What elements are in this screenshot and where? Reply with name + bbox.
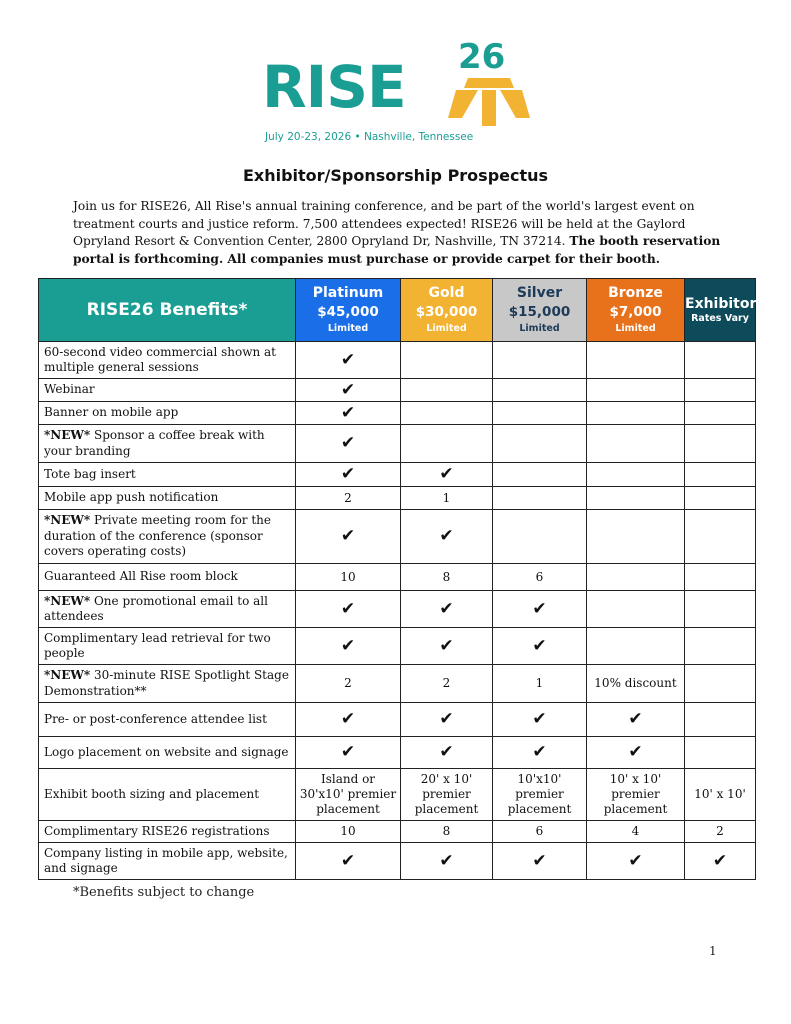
- intro-bold-notice: The booth reservation portal is forthcoming. All companies must purchase or provide carpet for their booth.: [73, 234, 721, 266]
- page-number: 1: [709, 944, 717, 958]
- checkmark-icon: ✔: [439, 635, 454, 656]
- benefit-label: [39, 591, 296, 628]
- checkmark-icon: ✔: [628, 709, 643, 729]
- tier-value-cell: [296, 665, 401, 703]
- checkmark-icon: ✔: [340, 379, 356, 400]
- tier-limit: Limited: [327, 323, 369, 334]
- table-row: [39, 487, 756, 510]
- benefit-text: Exhibit booth sizing and placement: [44, 786, 260, 801]
- tier-name: Bronze: [608, 285, 663, 301]
- tier-value-cell: [493, 402, 587, 425]
- tier-exhibitor: [685, 279, 756, 342]
- checkmark-icon: ✔: [340, 742, 356, 762]
- tier-value-cell: [587, 769, 685, 821]
- benefits-table-body: [39, 342, 756, 880]
- benefit-text: 30-minute RISE Spotlight Stage Demonstration**: [44, 668, 289, 698]
- table-header-row: [39, 279, 756, 342]
- benefits-table: [38, 278, 756, 880]
- tier-value-cell: [493, 769, 587, 821]
- tier-value-cell: [296, 737, 401, 769]
- tier-value-cell: [296, 425, 401, 463]
- benefit-text: Pre- or post-conference attendee list: [44, 711, 267, 726]
- tier-value-cell: [493, 342, 587, 379]
- intro-text: Join us for RISE26, All Rise's annual training conference, and be part of the world's largest event on treatment courts and justice reform. 7,500 attendees expected! RISE26 will be held at the Gaylord Opryland Resort & Convention Center, 2800 Opryland Dr, Nashville, TN 37214.: [73, 199, 695, 248]
- benefit-label: [39, 665, 296, 703]
- tier-value: 10: [340, 824, 356, 838]
- tier-value-cell: [685, 628, 756, 665]
- tier-value-cell: [493, 425, 587, 463]
- checkmark-icon: ✔: [340, 709, 356, 729]
- new-badge: *NEW*: [44, 513, 91, 528]
- tier-value-cell: [587, 843, 685, 880]
- tier-value-cell: [296, 628, 401, 665]
- tier-value-cell: [296, 591, 401, 628]
- tier-name: Silver: [516, 285, 563, 301]
- benefit-text: Mobile app push notification: [44, 490, 219, 505]
- tier-value-cell: [493, 703, 587, 737]
- benefit-label: [39, 342, 296, 379]
- tier-value-cell: [493, 564, 587, 591]
- tier-limit: Rates Vary: [691, 312, 749, 324]
- tier-value-cell: [685, 703, 756, 737]
- tier-value-cell: [587, 591, 685, 628]
- table-row: [39, 463, 756, 487]
- tier-value-cell: [685, 463, 756, 487]
- table-row: [39, 564, 756, 591]
- table-row: [39, 591, 756, 628]
- tier-value-cell: [296, 402, 401, 425]
- checkmark-icon: ✔: [340, 635, 356, 656]
- tier-value-cell: [587, 463, 685, 487]
- benefit-label: [39, 510, 296, 564]
- checkmark-icon: ✔: [340, 433, 356, 453]
- tier-value-cell: [493, 591, 587, 628]
- tier-value-cell: [685, 769, 756, 821]
- benefit-text: Complimentary RISE26 registrations: [44, 823, 270, 838]
- benefit-text: Complimentary lead retrieval for two people: [44, 630, 271, 660]
- tier-silver: [493, 279, 587, 342]
- footnote: *Benefits subject to change: [73, 885, 255, 900]
- checkmark-icon: ✔: [340, 850, 356, 871]
- logo-tagline: July 20-23, 2026 • Nashville, Tennessee: [265, 131, 474, 143]
- tier-bronze: [587, 279, 685, 342]
- tier-value-cell: [401, 843, 493, 880]
- tier-price: $15,000: [508, 304, 571, 320]
- checkmark-icon: ✔: [532, 742, 547, 762]
- tier-value-cell: [296, 510, 401, 564]
- logo-gavel-mark-icon: [448, 78, 530, 126]
- checkmark-icon: ✔: [532, 850, 547, 871]
- tier-value-cell: [587, 628, 685, 665]
- benefit-text: 60-second video commercial shown at multiple general sessions: [44, 344, 277, 374]
- tier-value-cell: [401, 487, 493, 510]
- tier-value-cell: [493, 510, 587, 564]
- tier-limit: Limited: [519, 323, 560, 334]
- tier-value-cell: [401, 821, 493, 843]
- benefit-label: [39, 628, 296, 665]
- checkmark-icon: ✔: [628, 742, 643, 762]
- tier-value-cell: [296, 703, 401, 737]
- tier-value: Island or 30'x10' premier placement: [299, 772, 397, 816]
- checkmark-icon: ✔: [439, 526, 454, 546]
- checkmark-icon: ✔: [712, 850, 728, 871]
- table-row: [39, 402, 756, 425]
- tier-value-cell: [685, 510, 756, 564]
- tier-value-cell: [401, 402, 493, 425]
- tier-value-cell: [587, 487, 685, 510]
- tier-value: 10% discount: [594, 676, 677, 690]
- checkmark-icon: ✔: [340, 402, 356, 423]
- tier-value-cell: [401, 379, 493, 402]
- tier-value-cell: [493, 463, 587, 487]
- tier-value: 4: [631, 824, 640, 838]
- tier-value-cell: [685, 665, 756, 703]
- tier-value: 8: [442, 569, 451, 584]
- tier-value-cell: [296, 379, 401, 402]
- tier-value-cell: [401, 510, 493, 564]
- table-row: [39, 379, 756, 402]
- checkmark-icon: ✔: [439, 742, 454, 762]
- benefit-label: [39, 487, 296, 510]
- tier-gold: [401, 279, 493, 342]
- benefit-label: [39, 821, 296, 843]
- tier-value-cell: [401, 737, 493, 769]
- tier-value-cell: [493, 821, 587, 843]
- tier-limit: Limited: [615, 323, 656, 334]
- tier-platinum: [296, 279, 401, 342]
- benefit-text: Banner on mobile app: [44, 405, 179, 420]
- tier-value: 6: [535, 569, 544, 584]
- checkmark-icon: ✔: [532, 635, 547, 656]
- benefit-label: [39, 463, 296, 487]
- tier-value-cell: [587, 737, 685, 769]
- benefit-text: Tote bag insert: [44, 466, 136, 481]
- tier-value: 10'x10' premier placement: [507, 772, 572, 816]
- rise26-logo: [262, 37, 530, 148]
- checkmark-icon: ✔: [340, 526, 356, 546]
- table-row: [39, 843, 756, 880]
- tier-value-cell: [296, 821, 401, 843]
- tier-value-cell: [587, 342, 685, 379]
- tier-name: Exhibitor: [685, 295, 757, 312]
- tier-value: 20' x 10' premier placement: [414, 772, 479, 816]
- benefit-text: Logo placement on website and signage: [44, 744, 289, 759]
- benefit-text: Private meeting room for the duration of the conference (sponsor covers operating costs): [44, 513, 272, 559]
- tier-value-cell: [401, 425, 493, 463]
- tier-value-cell: [587, 425, 685, 463]
- checkmark-icon: ✔: [340, 598, 356, 619]
- tier-value: 10' x 10' premier placement: [603, 772, 668, 816]
- benefit-label: [39, 402, 296, 425]
- tier-price: $45,000: [317, 304, 379, 320]
- tier-value-cell: [587, 402, 685, 425]
- benefit-label: [39, 564, 296, 591]
- tier-value-cell: [493, 628, 587, 665]
- new-badge: *NEW*: [44, 593, 91, 608]
- checkmark-icon: ✔: [439, 598, 454, 619]
- table-row: [39, 821, 756, 843]
- tier-value: 10' x 10': [694, 787, 746, 801]
- benefit-label: [39, 703, 296, 737]
- checkmark-icon: ✔: [439, 850, 454, 871]
- tier-value-cell: [296, 564, 401, 591]
- table-row: [39, 737, 756, 769]
- checkmark-icon: ✔: [532, 709, 547, 729]
- tier-price: $30,000: [415, 304, 478, 320]
- tier-value-cell: [296, 487, 401, 510]
- tier-value-cell: [296, 463, 401, 487]
- tier-value-cell: [401, 342, 493, 379]
- tier-value-cell: [587, 510, 685, 564]
- tier-value-cell: [401, 564, 493, 591]
- tier-value-cell: [296, 342, 401, 379]
- tier-value-cell: [685, 487, 756, 510]
- tier-value: 10: [340, 569, 356, 584]
- tier-value-cell: [296, 769, 401, 821]
- tier-value-cell: [587, 821, 685, 843]
- tier-value: 1: [442, 490, 451, 505]
- checkmark-icon: ✔: [439, 709, 454, 729]
- tier-value-cell: [685, 342, 756, 379]
- logo-year: 26: [458, 37, 506, 77]
- tier-value: 2: [344, 490, 352, 505]
- tier-value-cell: [587, 379, 685, 402]
- table-row: [39, 703, 756, 737]
- tier-value-cell: [685, 821, 756, 843]
- tier-value-cell: [587, 703, 685, 737]
- tier-value: 2: [716, 824, 724, 838]
- tier-value-cell: [296, 843, 401, 880]
- tier-name: Gold: [428, 285, 465, 301]
- tier-value-cell: [401, 591, 493, 628]
- tier-value-cell: [493, 487, 587, 510]
- tier-value: 1: [535, 676, 544, 690]
- table-row: [39, 342, 756, 379]
- checkmark-icon: ✔: [628, 850, 643, 871]
- tier-value-cell: [685, 591, 756, 628]
- tier-value-cell: [493, 665, 587, 703]
- checkmark-icon: ✔: [340, 349, 356, 370]
- benefit-label: [39, 843, 296, 880]
- tier-value-cell: [685, 564, 756, 591]
- tier-value-cell: [401, 463, 493, 487]
- tier-value-cell: [685, 425, 756, 463]
- tier-value-cell: [685, 402, 756, 425]
- benefit-label: [39, 379, 296, 402]
- checkmark-icon: ✔: [439, 464, 454, 484]
- tier-value: 2: [442, 676, 451, 690]
- benefits-header: RISE26 Benefits*: [39, 279, 296, 342]
- tier-value-cell: [401, 769, 493, 821]
- tier-value: 8: [442, 824, 451, 838]
- benefit-label: [39, 425, 296, 463]
- table-row: [39, 665, 756, 703]
- benefit-text: Webinar: [44, 382, 95, 397]
- tier-name: Platinum: [312, 285, 384, 301]
- tier-limit: Limited: [426, 323, 467, 334]
- benefit-text: One promotional email to all attendees: [44, 593, 268, 623]
- tier-value: 2: [344, 676, 352, 690]
- tier-value: 6: [535, 824, 544, 838]
- intro-paragraph: [73, 198, 723, 268]
- page-title: Exhibitor/Sponsorship Prospectus: [242, 166, 549, 185]
- table-row: [39, 425, 756, 463]
- tier-value-cell: [401, 665, 493, 703]
- tier-price: $7,000: [609, 304, 662, 320]
- table-row: [39, 769, 756, 821]
- benefit-text: Company listing in mobile app, website, and signage: [44, 845, 288, 875]
- benefit-label: [39, 737, 296, 769]
- checkmark-icon: ✔: [340, 464, 356, 484]
- tier-value-cell: [493, 737, 587, 769]
- table-row: [39, 628, 756, 665]
- benefit-text: Sponsor a coffee break with your branding: [44, 428, 265, 458]
- new-badge: *NEW*: [44, 668, 91, 682]
- tier-value-cell: [401, 703, 493, 737]
- checkmark-icon: ✔: [532, 598, 547, 619]
- tier-value-cell: [685, 379, 756, 402]
- benefit-label: [39, 769, 296, 821]
- tier-value-cell: [685, 843, 756, 880]
- tier-value-cell: [401, 628, 493, 665]
- table-row: [39, 510, 756, 564]
- benefit-text: Guaranteed All Rise room block: [44, 569, 238, 584]
- tier-value-cell: [587, 564, 685, 591]
- new-badge: *NEW*: [44, 428, 91, 442]
- tier-value-cell: [685, 737, 756, 769]
- logo-wordmark: RISE: [262, 53, 406, 121]
- tier-value-cell: [587, 665, 685, 703]
- tier-value-cell: [493, 379, 587, 402]
- tier-value-cell: [493, 843, 587, 880]
